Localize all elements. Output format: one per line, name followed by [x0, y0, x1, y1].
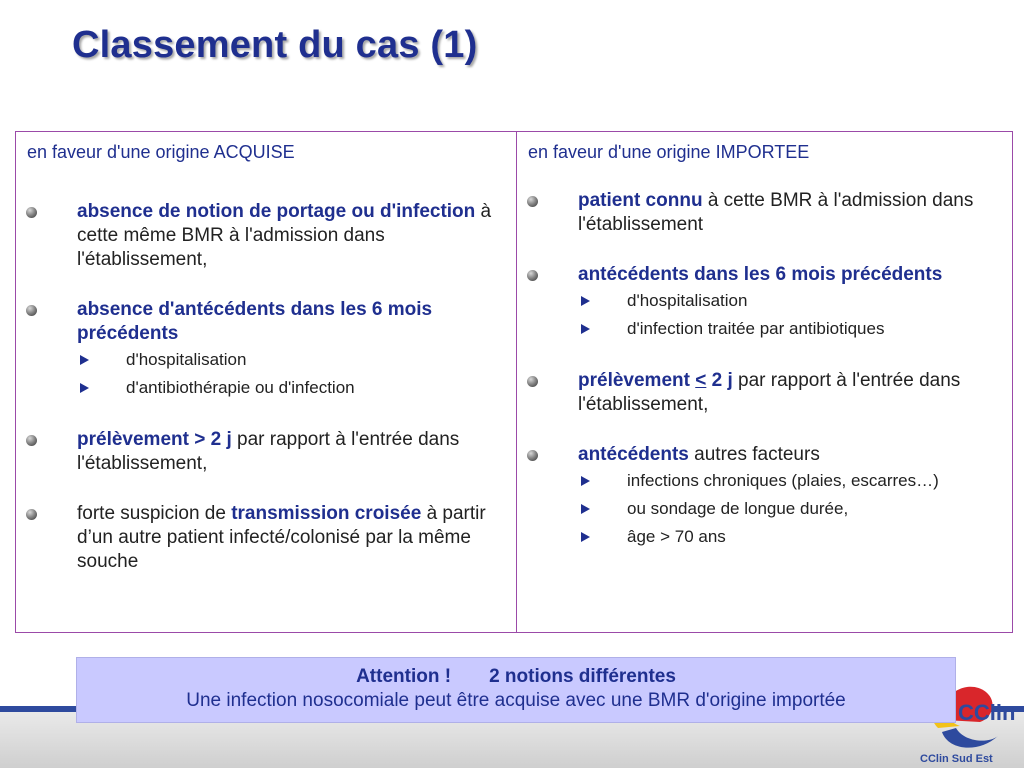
- bullet-icon: [527, 376, 538, 387]
- sub-criteria-item: d'antibiothérapie ou d'infection: [16, 374, 516, 402]
- criteria-item: [16, 200, 516, 272]
- sub-criteria-item: d'infection traitée par antibiotiques: [517, 315, 1012, 343]
- attention-label: Attention !: [356, 666, 452, 687]
- criteria-text: à cette BMR à l'admission dans l'établissement: [578, 190, 974, 235]
- bullet-icon: [26, 207, 37, 218]
- triangle-bullet-icon: [581, 476, 590, 486]
- imported-criteria-list: [517, 189, 1012, 551]
- criteria-item: [16, 502, 516, 574]
- triangle-bullet-icon: [581, 324, 590, 334]
- acquired-origin-panel: [15, 131, 517, 633]
- criteria-bold: absence d'antécédents dans les 6 mois précédents: [77, 299, 433, 344]
- sub-criteria-item: âge > 70 ans: [517, 523, 1012, 551]
- attention-notions: 2 notions différentes: [489, 666, 676, 687]
- criteria-pre: forte suspicion de: [77, 503, 232, 524]
- criteria-text: à cette même BMR à l'admission dans l'établissement,: [77, 201, 492, 270]
- imported-origin-panel: [516, 131, 1013, 633]
- bullet-icon: [527, 450, 538, 461]
- logo-name: CClin: [958, 700, 1016, 725]
- bullet-icon: [26, 435, 37, 446]
- attention-callout: [76, 657, 956, 723]
- triangle-bullet-icon: [581, 504, 590, 514]
- criteria-text: autres facteurs: [688, 444, 820, 465]
- acquired-criteria-list: [16, 200, 516, 574]
- bullet-icon: [527, 270, 538, 281]
- triangle-bullet-icon: [80, 383, 89, 393]
- sub-criteria-item: d'hospitalisation: [517, 287, 1012, 315]
- criteria-text: par rapport à l'entrée dans l'établissement,: [578, 370, 961, 415]
- criteria-bold: transmission croisée: [231, 503, 422, 524]
- criteria-bold: absence de notion de portage ou d'infection: [77, 201, 476, 222]
- sub-criteria-item: infections chroniques (plaies, escarres…): [517, 467, 1012, 495]
- triangle-bullet-icon: [581, 532, 590, 542]
- bullet-icon: [26, 509, 37, 520]
- sub-criteria-item: d'hospitalisation: [16, 346, 516, 374]
- criteria-item: [16, 428, 516, 476]
- criteria-item: [517, 369, 1012, 417]
- criteria-bold: patient connu: [578, 190, 703, 211]
- criteria-bold: antécédents dans les 6 mois précédents: [578, 264, 943, 285]
- acquired-panel-heading: en faveur d'une origine ACQUISE: [27, 142, 295, 162]
- logo-subtitle: CClin Sud Est: [920, 753, 993, 765]
- criteria-item: [517, 443, 1012, 467]
- criteria-item: [517, 263, 1012, 287]
- criteria-text: par rapport à l'entrée dans l'établissement,: [77, 429, 460, 474]
- attention-message: Une infection nosocomiale peut être acquise avec une BMR d'origine importée: [186, 690, 846, 711]
- triangle-bullet-icon: [80, 355, 89, 365]
- criteria-item: [517, 189, 1012, 237]
- criteria-bold: prélèvement < 2 j: [578, 370, 733, 391]
- criteria-text: à partir d’un autre patient infecté/colonisé par la même souche: [77, 503, 486, 572]
- triangle-bullet-icon: [581, 296, 590, 306]
- criteria-bold: antécédents: [578, 444, 689, 465]
- bullet-icon: [26, 305, 37, 316]
- criteria-bold: prélèvement > 2 j: [77, 429, 232, 450]
- slide-title: Classement du cas (1): [72, 24, 478, 66]
- imported-panel-heading: en faveur d'une origine IMPORTEE: [528, 142, 810, 162]
- bullet-icon: [527, 196, 538, 207]
- sub-criteria-item: ou sondage de longue durée,: [517, 495, 1012, 523]
- criteria-item: [16, 298, 516, 346]
